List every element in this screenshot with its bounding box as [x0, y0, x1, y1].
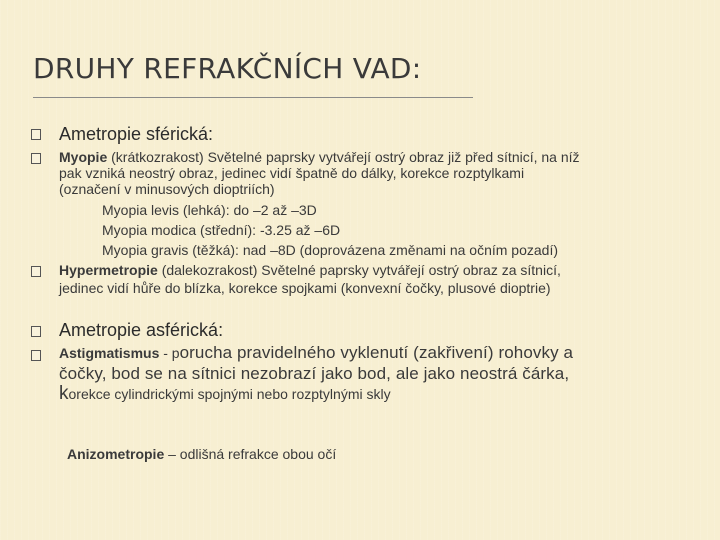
- square-bullet-icon: [31, 266, 41, 277]
- myopia-line-2: pak vzniká neostrý obraz, jedinec vidí špatně do dálky, korekce rozptylkami: [59, 165, 525, 181]
- astigmatism-line-1: [59, 343, 573, 363]
- astigmatism-term: Astigmatismus: [59, 345, 160, 361]
- square-bullet-icon: [31, 153, 41, 164]
- astigmatism-line-3: [59, 383, 391, 405]
- myopia-line-3: (označení v minusových dioptriích): [59, 181, 275, 197]
- anizometropie-text: – odlišná refrakce obou očí: [164, 446, 337, 462]
- anizometropie-term: Anizometropie: [67, 446, 165, 462]
- hypermetropia-line-1: [59, 263, 561, 278]
- astigmatism-sep: - p: [159, 345, 180, 361]
- square-bullet-icon: [31, 129, 41, 140]
- title-underline: [33, 97, 473, 98]
- square-bullet-icon: [31, 350, 41, 361]
- myopia-gravis: Myopia gravis (těžká): nad –8D (doprovázena změnami na očním pozadí): [102, 242, 558, 258]
- square-bullet-icon: [31, 326, 41, 337]
- astigmatism-k: k: [59, 383, 69, 404]
- heading-ametropie-sfericka: Ametropie sférická:: [59, 124, 214, 144]
- anizometropie-line: [67, 447, 336, 462]
- myopia-text-1: (krátkozrakost) Světelné paprsky vytvářejí ostrý obraz již před sítnicí, na níž: [107, 149, 580, 165]
- slide-title: DRUHY REFRAKČNÍCH VAD:: [33, 52, 422, 85]
- myopia-levis: Myopia levis (lehká): do –2 až –3D: [102, 202, 317, 218]
- hypermetropia-term: Hypermetropie: [59, 262, 158, 278]
- heading-ametropie-asfericka: Ametropie asférická:: [59, 320, 224, 340]
- hypermetropia-text-1: (dalekozrakost) Světelné paprsky vytvářejí ostrý obraz za sítnicí,: [157, 262, 561, 278]
- hypermetropia-line-2: jedinec vidí hůře do blízka, korekce spojkami (konvexní čočky, plusové dioptrie): [59, 280, 551, 296]
- myopia-modica: Myopia modica (střední): -3.25 až –6D: [102, 222, 341, 238]
- myopia-term: Myopie: [59, 149, 108, 165]
- astigmatism-text-3: orekce cylindrickými spojnými nebo rozptylnými skly: [68, 386, 391, 402]
- astigmatism-text-1: orucha pravidelného vyklenutí (zakřivení) rohovky a: [179, 343, 574, 362]
- myopia-line-1: [59, 150, 580, 165]
- astigmatism-line-2: čočky, bod se na sítnici nezobrazí jako bod, ale jako neostrá čárka,: [59, 364, 570, 383]
